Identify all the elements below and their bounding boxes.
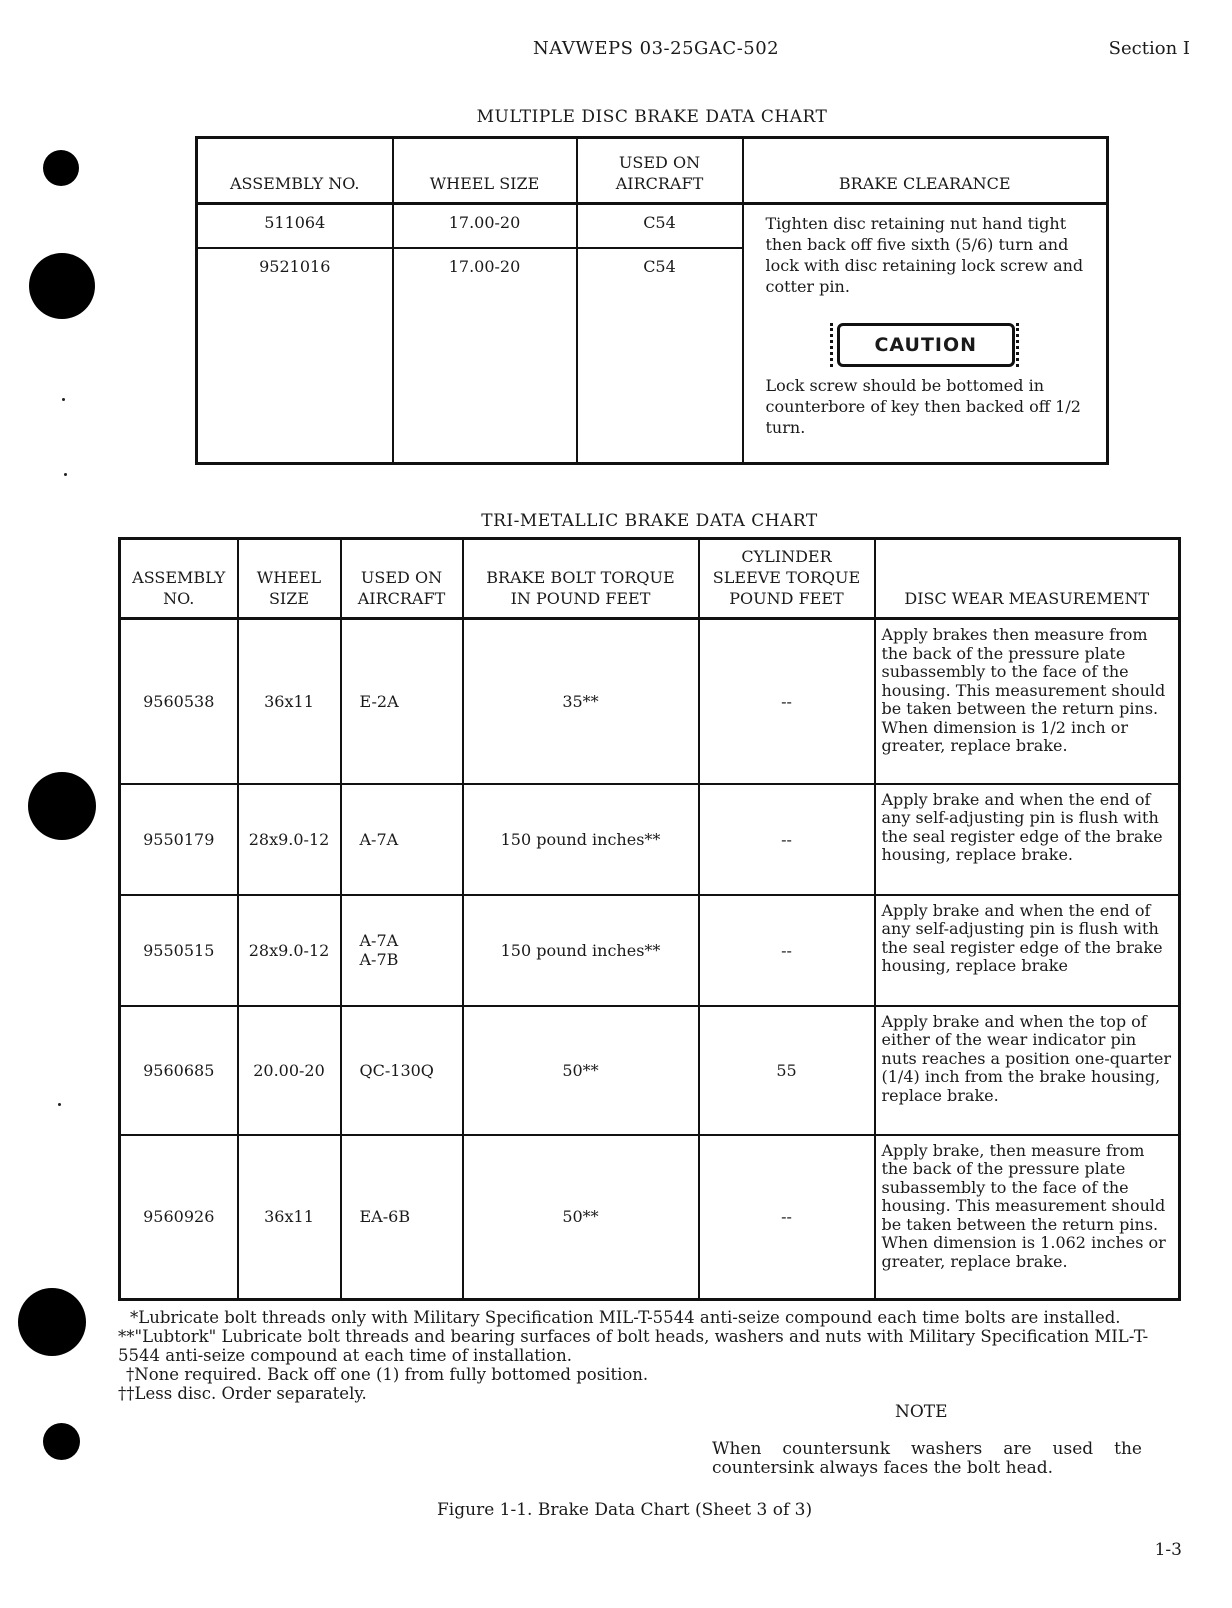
cell-wheel: 17.00-20 — [393, 204, 577, 249]
header-line: AIRCRAFT — [615, 174, 704, 193]
speck — [58, 1103, 61, 1106]
note-body: When countersunk washers are used the countersink always faces the bolt head. — [712, 1439, 1142, 1478]
col-header-wheel: WHEEL SIZE — [393, 138, 577, 204]
col-header-clearance: BRAKE CLEARANCE — [743, 138, 1108, 204]
cell-cylinder-torque: -- — [699, 895, 875, 1006]
cell-aircraft: EA-6B — [341, 1135, 463, 1300]
cell-bolt-torque: 35** — [463, 619, 699, 784]
cell-wheel: 28x9.0-12 — [238, 895, 341, 1006]
col-header-assembly — [120, 539, 238, 619]
cell-assembly: 9550515 — [120, 895, 238, 1006]
header-line: USED ON — [618, 153, 701, 172]
binder-hole — [29, 253, 95, 319]
cell-assembly: 9560926 — [120, 1135, 238, 1300]
figure-caption: Figure 1-1. Brake Data Chart (Sheet 3 of 3) — [437, 1500, 813, 1520]
tri-metallic-chart-title: TRI-METALLIC BRAKE DATA CHART — [481, 511, 818, 531]
cell-cylinder-torque: -- — [699, 619, 875, 784]
cell-aircraft: A-7A — [341, 784, 463, 895]
header-line: POUND FEET — [729, 589, 844, 608]
table-row — [120, 895, 1180, 1006]
caution-badge: CAUTION — [837, 323, 1015, 367]
cell-assembly: 511064 — [197, 204, 393, 249]
cell-wheel: 36x11 — [238, 619, 341, 784]
multi-disc-chart-title: MULTIPLE DISC BRAKE DATA CHART — [476, 107, 828, 127]
footnote-2: **"Lubtork" Lubricate bolt threads and bearing surfaces of bolt heads, washers and nuts with Military Specification MIL-T-5544 anti-seize compound at each time of installation. — [118, 1327, 1149, 1365]
cell-aircraft — [341, 895, 463, 1006]
header-line: BRAKE BOLT TORQUE — [486, 568, 675, 587]
cell-wheel: 20.00-20 — [238, 1006, 341, 1135]
header-line: CYLINDER — [741, 547, 832, 566]
cell-disc-wear: Apply brake, then measure from the back of the pressure plate subassembly to the face of the housing. This measurement should be taken between the return pins. When dimension is 1.062 inches or greater, replace brake. — [875, 1135, 1180, 1300]
cell-aircraft: C54 — [577, 248, 743, 464]
cell-assembly: 9560538 — [120, 619, 238, 784]
col-header-cylinder-torque — [699, 539, 875, 619]
multi-disc-table — [195, 136, 1109, 465]
col-header-wheel — [238, 539, 341, 619]
table-row — [120, 619, 1180, 784]
col-header-used-on — [341, 539, 463, 619]
document-id: NAVWEPS 03-25GAC-502 — [533, 38, 780, 59]
cell-cylinder-torque: 55 — [699, 1006, 875, 1135]
cell-disc-wear: Apply brake and when the end of any self-adjusting pin is flush with the seal register edge of the brake housing, replace brake — [875, 895, 1180, 1006]
speck — [62, 398, 65, 401]
cell-wheel: 17.00-20 — [393, 248, 577, 464]
header-line: AIRCRAFT — [357, 589, 446, 608]
cell-disc-wear: Apply brakes then measure from the back of the pressure plate subassembly to the face of the housing. This measurement should be taken between the return pins. When dimension is 1/2 inch or greater, replace brake. — [875, 619, 1180, 784]
cell-clearance — [743, 204, 1108, 464]
cell-aircraft: QC-130Q — [341, 1006, 463, 1135]
table-row — [120, 784, 1180, 895]
cell-wheel: 28x9.0-12 — [238, 784, 341, 895]
binder-hole — [18, 1288, 86, 1356]
binder-hole — [43, 1423, 80, 1460]
aircraft-line: A-7A — [359, 931, 399, 950]
clearance-text: Tighten disc retaining nut hand tight then back off five sixth (5/6) turn and lock with disc retaining lock screw and cotter pin. — [765, 214, 1084, 296]
col-header-bolt-torque — [463, 539, 699, 619]
table-row — [197, 204, 1108, 249]
footnote-4: ††Less disc. Order separately. — [118, 1384, 367, 1403]
cell-disc-wear: Apply brake and when the top of either of the wear indicator pin nuts reaches a position one-quarter (1/4) inch from the brake housing, replace brake. — [875, 1006, 1180, 1135]
cell-cylinder-torque: -- — [699, 784, 875, 895]
cell-aircraft: E-2A — [341, 619, 463, 784]
cell-assembly: 9560685 — [120, 1006, 238, 1135]
header-line: IN POUND FEET — [510, 589, 651, 608]
footnotes — [118, 1308, 1188, 1403]
footnote-3: †None required. Back off one (1) from fully bottomed position. — [126, 1365, 649, 1384]
tri-metallic-table — [118, 537, 1181, 1301]
col-header-used-on — [577, 138, 743, 204]
header-line: SIZE — [268, 589, 310, 608]
binder-hole — [43, 150, 79, 186]
col-header-disc-wear: DISC WEAR MEASUREMENT — [875, 539, 1180, 619]
caution-text: Lock screw should be bottomed in counterbore of key then backed off 1/2 turn. — [765, 376, 1081, 437]
cell-assembly: 9550179 — [120, 784, 238, 895]
page-number: 1-3 — [1154, 1540, 1182, 1560]
speck — [64, 473, 67, 476]
cell-bolt-torque: 150 pound inches** — [463, 895, 699, 1006]
header-line: SLEEVE TORQUE — [712, 568, 861, 587]
header-line: USED ON — [360, 568, 443, 587]
cell-disc-wear: Apply brake and when the end of any self-adjusting pin is flush with the seal register edge of the brake housing, replace brake. — [875, 784, 1180, 895]
cell-bolt-torque: 50** — [463, 1006, 699, 1135]
binder-hole — [28, 772, 96, 840]
cell-wheel: 36x11 — [238, 1135, 341, 1300]
table-row — [120, 1135, 1180, 1300]
header-line: NO. — [163, 589, 195, 608]
cell-bolt-torque: 150 pound inches** — [463, 784, 699, 895]
aircraft-line: A-7B — [359, 950, 399, 969]
cell-aircraft: C54 — [577, 204, 743, 249]
section-label: Section I — [1108, 38, 1190, 59]
note-title: NOTE — [895, 1402, 948, 1422]
cell-assembly: 9521016 — [197, 248, 393, 464]
footnote-1: *Lubricate bolt threads only with Military Specification MIL-T-5544 anti-seize compound each time bolts are installed. — [130, 1308, 1121, 1327]
header-line: WHEEL — [256, 568, 322, 587]
col-header-assembly: ASSEMBLY NO. — [197, 138, 393, 204]
header-line: ASSEMBLY — [132, 568, 226, 587]
cell-bolt-torque: 50** — [463, 1135, 699, 1300]
table-row — [120, 1006, 1180, 1135]
cell-cylinder-torque: -- — [699, 1135, 875, 1300]
